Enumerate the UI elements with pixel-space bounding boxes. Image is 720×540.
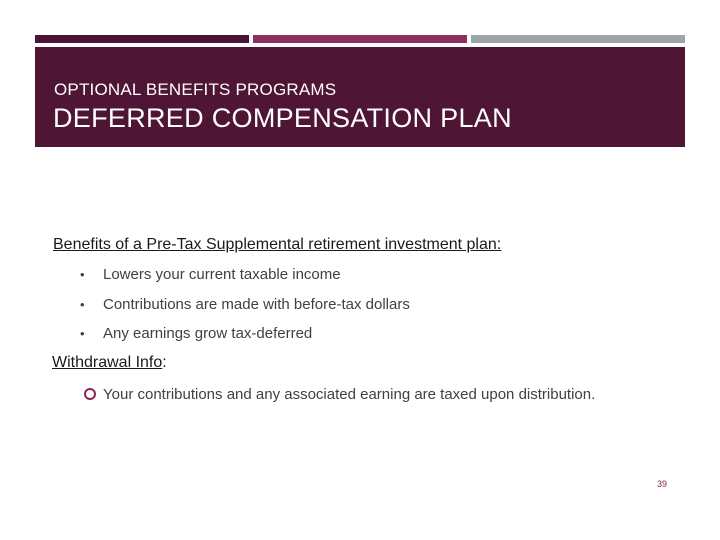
accent-bar-2	[253, 35, 467, 43]
accent-bar-1	[35, 35, 249, 43]
slide-title: DEFERRED COMPENSATION PLAN	[53, 103, 512, 133]
bullet-icon: •	[80, 296, 85, 312]
list-item	[80, 296, 410, 326]
top-accent-bars	[35, 35, 685, 43]
accent-bar-3	[471, 35, 685, 43]
list-item-text: Any earnings grow tax-deferred	[103, 325, 313, 342]
benefits-heading: Benefits of a Pre-Tax Supplemental retirement investment plan:	[53, 236, 502, 253]
benefits-list	[80, 266, 410, 355]
bullet-icon: •	[80, 326, 85, 341]
withdrawal-heading-colon: :	[162, 354, 167, 371]
bullet-icon: •	[80, 267, 85, 282]
page-number: 39	[657, 479, 668, 489]
list-item-text: Contributions are made with before-tax dollars	[103, 295, 410, 313]
title-banner	[35, 47, 685, 147]
slide-subtitle: OPTIONAL BENEFITS PROGRAMS	[54, 80, 337, 99]
list-item-text: Lowers your current taxable income	[103, 266, 341, 283]
withdrawal-heading	[52, 354, 167, 372]
withdrawal-heading-label: Withdrawal Info	[52, 354, 163, 371]
list-item	[80, 266, 410, 296]
list-item	[80, 325, 410, 355]
withdrawal-item-text: Your contributions and any associated earning are taxed upon distribution.	[103, 386, 596, 403]
circle-bullet-icon	[84, 388, 96, 400]
